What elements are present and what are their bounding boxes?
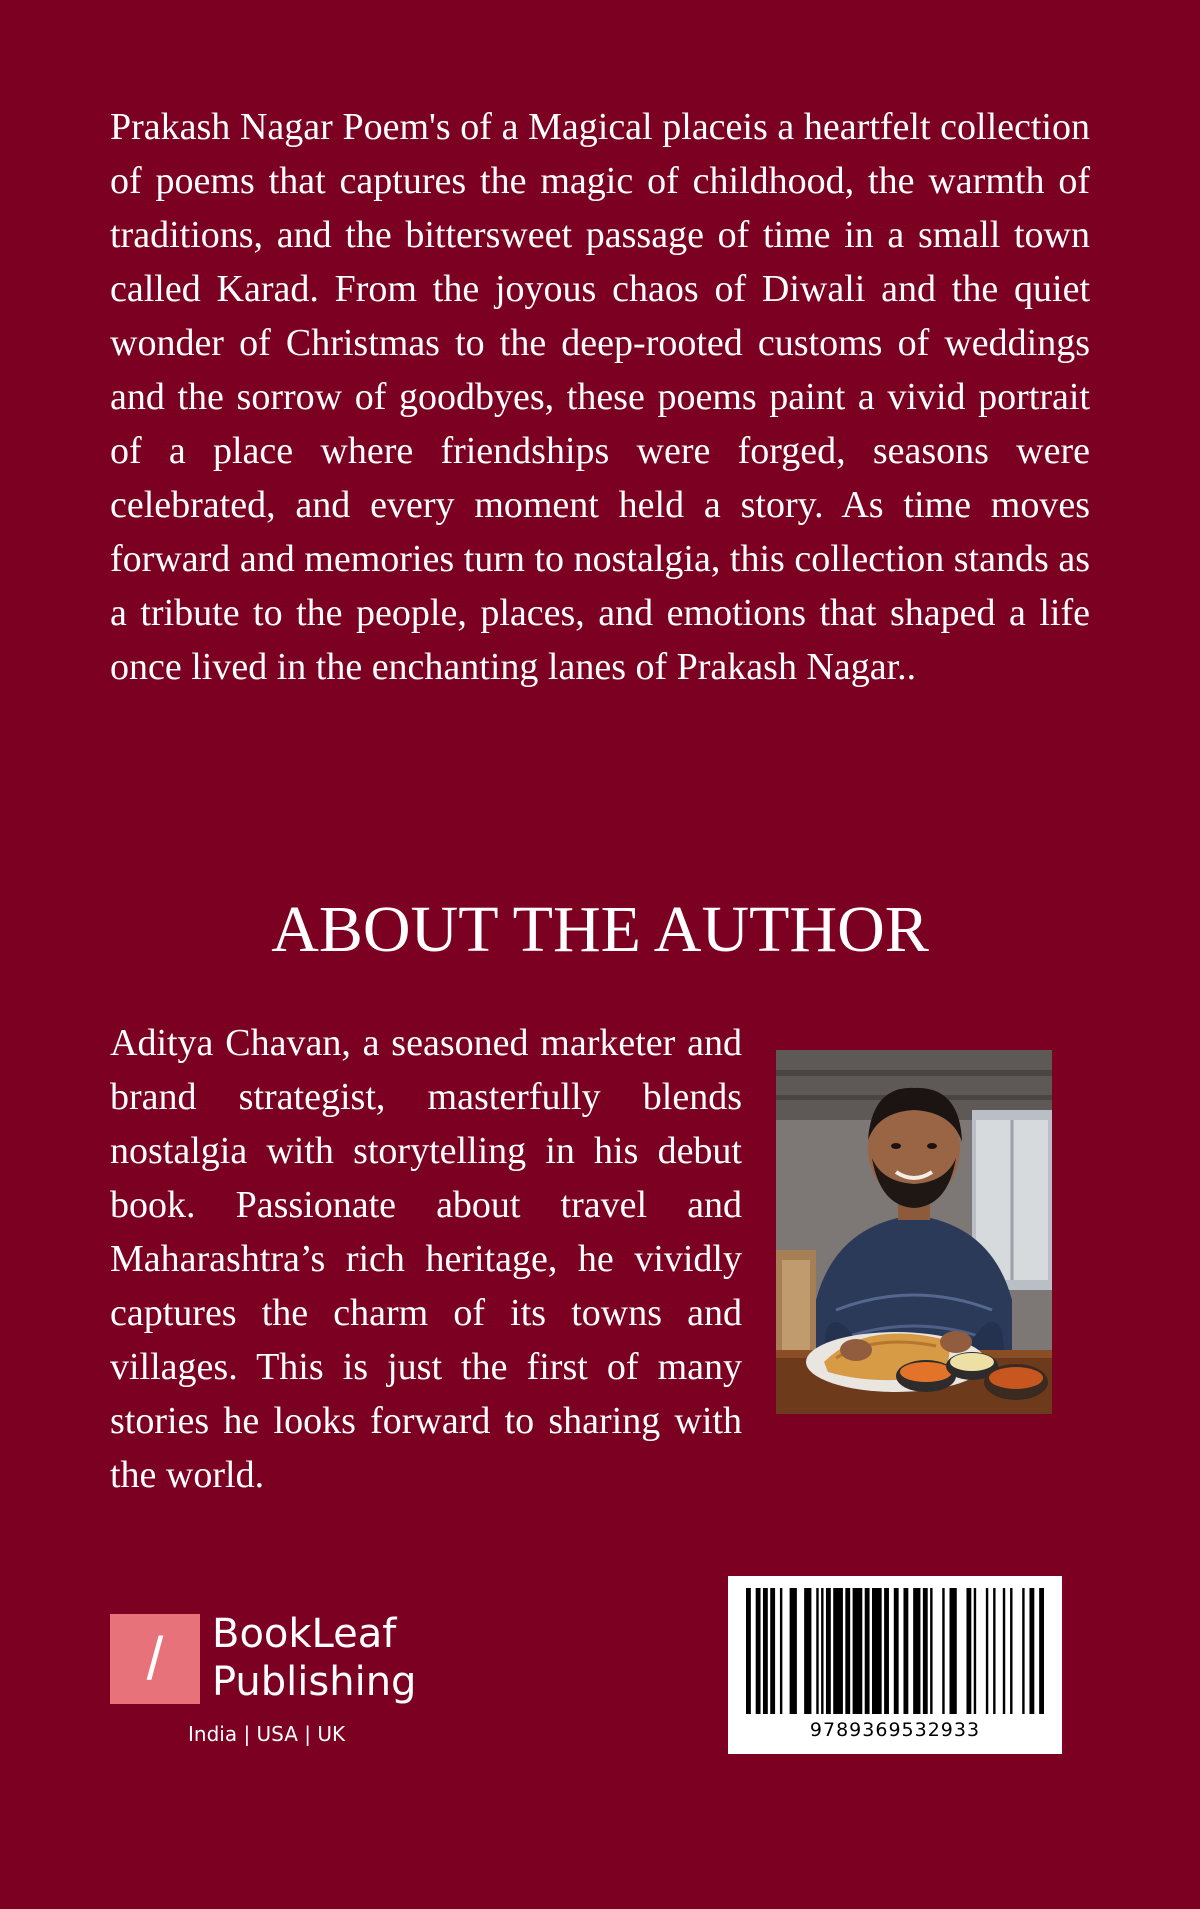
publisher-logo bbox=[110, 1611, 470, 1754]
author-photo bbox=[776, 1050, 1052, 1414]
barcode-bar bbox=[845, 1588, 850, 1714]
publisher-name bbox=[212, 1610, 416, 1706]
barcode-bar bbox=[894, 1588, 899, 1714]
barcode-bar bbox=[872, 1588, 882, 1714]
barcode-bar bbox=[884, 1588, 889, 1714]
barcode-bar bbox=[853, 1588, 863, 1714]
publisher-logo-mark: / bbox=[146, 1625, 164, 1692]
barcode-bar bbox=[746, 1588, 751, 1714]
barcode-bars bbox=[746, 1588, 1044, 1714]
publisher-name-line2: Publishing bbox=[212, 1659, 417, 1705]
barcode-bar bbox=[826, 1588, 831, 1714]
barcode-bar bbox=[763, 1588, 768, 1714]
about-author-heading: ABOUT THE AUTHOR bbox=[271, 893, 929, 966]
barcode-bar bbox=[1010, 1588, 1012, 1714]
barcode-bar bbox=[966, 1588, 971, 1714]
publisher-countries: India | USA | UK bbox=[188, 1722, 346, 1746]
barcode-bar bbox=[865, 1588, 870, 1714]
barcode-bar bbox=[833, 1588, 843, 1714]
barcode-bar bbox=[1003, 1588, 1005, 1714]
barcode-bar bbox=[950, 1588, 957, 1714]
barcode-bar bbox=[821, 1588, 823, 1714]
barcode-bar bbox=[790, 1588, 797, 1714]
barcode-bar bbox=[913, 1588, 920, 1714]
isbn-number: 9789369532933 bbox=[809, 1719, 981, 1741]
barcode-bar bbox=[804, 1588, 811, 1714]
barcode-bar bbox=[1039, 1588, 1044, 1714]
barcode-bar bbox=[930, 1588, 932, 1714]
barcode-bar bbox=[923, 1588, 928, 1714]
barcode-bar bbox=[974, 1588, 976, 1714]
barcode-bar bbox=[780, 1588, 782, 1714]
barcode-bar bbox=[993, 1588, 995, 1714]
barcode-bar bbox=[770, 1588, 775, 1714]
barcode-bar bbox=[756, 1588, 761, 1714]
barcode-bar bbox=[1022, 1588, 1024, 1714]
author-bio: Aditya Chavan, a seasoned marketer and brand strategist, masterfully blends nostalgia with storytelling in his debut book. Passionate about travel and Maharashtra’s rich heritage, he vividly captures the charm of its towns and villages. This is just the first of many stories he looks forward to sharing with the world. bbox=[110, 1022, 742, 1496]
publisher-name-line1: BookLeaf bbox=[212, 1611, 397, 1657]
barcode-bar bbox=[942, 1588, 944, 1714]
barcode-bar bbox=[1029, 1588, 1034, 1714]
author-photo-illustration bbox=[776, 1050, 1052, 1414]
barcode-bar bbox=[986, 1588, 988, 1714]
barcode-bar bbox=[816, 1588, 818, 1714]
isbn-barcode bbox=[728, 1576, 1062, 1754]
barcode-bar bbox=[903, 1588, 908, 1714]
book-blurb: Prakash Nagar Poem's of a Magical placeis a heartfelt collection of poems that captures the magic of childhood, the warmth of traditions, and the bittersweet passage of time in a small town called Karad. From the joyous chaos of Diwali and the quiet wonder of Christmas to the deep-rooted customs of weddings and the sorrow of goodbyes, these poems paint a vivid portrait of a place where friendships were forged, seasons were celebrated, and every moment held a story. As time moves forward and memories turn to nostalgia, this collection stands as a tribute to the people, places, and emotions that shaped a life once lived in the enchanting lanes of Prakash Nagar.. bbox=[110, 106, 1090, 688]
